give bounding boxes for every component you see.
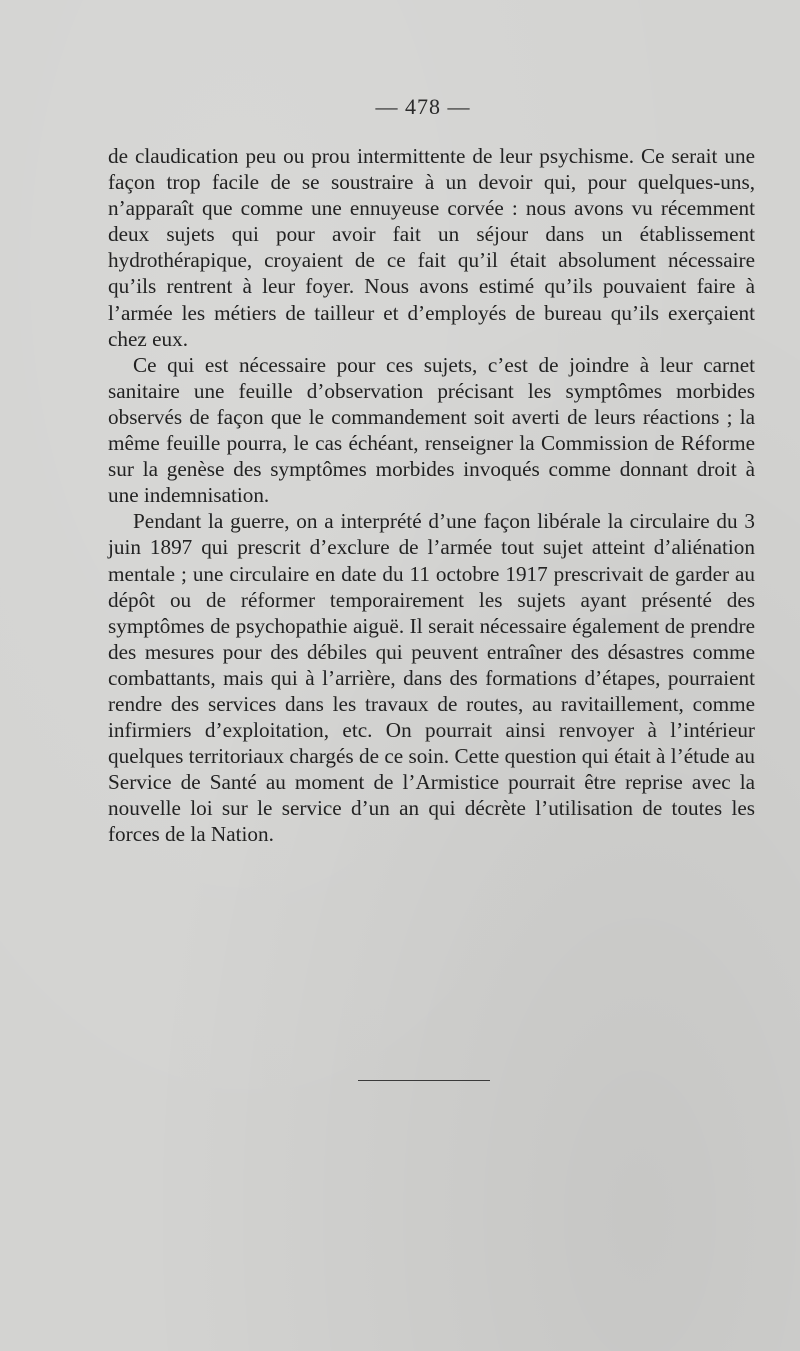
- end-rule: [358, 1080, 490, 1081]
- paragraph-3: Pendant la guerre, on a interprété d’une façon libérale la circulaire du 3 juin 1897 qui prescrit d’exclure de l’armée tout sujet atteint d’aliénation mentale ; une circulaire en date du 11 octobre 1917 prescrivait de garder au dépôt ou de réformer temporairement les sujets ayant présenté des symptômes de psychopathie aiguë. Il serait nécessaire également de prendre des mesures pour des débiles qui peuvent entraîner des désastres comme combattants, mais qui à l’arrière, dans des formations d’étapes, pourraient rendre des services dans les travaux de routes, au ravitaillement, comme infirmiers d’exploitation, etc. On pourrait ainsi renvoyer à l’intérieur quelques territoriaux chargés de ce soin. Cette question qui était à l’étude au Service de Santé au moment de l’Armistice pourrait être reprise avec la nouvelle loi sur le service d’un an qui décrète l’utilisation de toutes les forces de la Nation.: [108, 509, 755, 847]
- page-number: — 478 —: [375, 94, 471, 119]
- paragraph-2: Ce qui est nécessaire pour ces sujets, c’est de joindre à leur carnet sanitaire une feuille d’observation précisant les symptômes morbides observés de façon que le commandement soit averti de leurs réactions ; la même feuille pourra, le cas échéant, renseigner la Commission de Réforme sur la genèse des symptômes morbides invoqués comme donnant droit à une indemnisation.: [108, 352, 755, 508]
- body-text: [108, 143, 755, 848]
- paragraph-1: de claudication peu ou prou intermittente de leur psychisme. Ce serait une façon trop facile de se soustraire à un devoir qui, pour quelques-uns, n’apparaît que comme une ennuyeuse corvée : nous avons vu récemment deux sujets qui pour avoir fait un séjour dans un établissement hydrothérapique, croyaient de ce fait qu’il était absolument nécessaire qu’ils rentrent à leur foyer. Nous avons estimé qu’ils pouvaient faire à l’armée les métiers de tailleur et d’employés de bureau qu’ils exerçaient chez eux.: [108, 144, 755, 351]
